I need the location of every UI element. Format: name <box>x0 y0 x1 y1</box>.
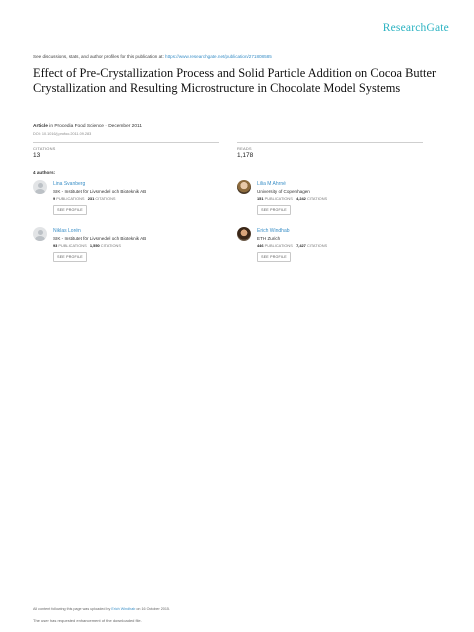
author-card <box>33 227 233 272</box>
divider <box>237 142 423 143</box>
author-card <box>33 180 233 225</box>
author-card <box>237 180 437 225</box>
upload-note: All content following this page was uploaded by Erich Windhab on 16 October 2015. <box>33 607 170 611</box>
article-meta <box>33 124 142 129</box>
author-institution: ETH Zurich <box>257 235 281 241</box>
author-name[interactable]: Niklas Lorén <box>53 228 81 234</box>
journal-info[interactable]: Procedia Food Science · December 2011 <box>54 124 142 129</box>
author-stats: 9 PUBLICATIONS 231 CITATIONS <box>53 196 116 201</box>
meta-in: in <box>49 124 54 129</box>
authors-heading: 4 authors: <box>33 170 56 175</box>
avatar-placeholder-icon[interactable] <box>33 227 47 241</box>
divider <box>33 142 219 143</box>
author-stats: 446 PUBLICATIONS 7,427 CITATIONS <box>257 243 328 248</box>
author-institution: SIK - Institutet för Livsmedel och Bioteknik AB <box>53 235 147 241</box>
see-profile-button[interactable]: SEE PROFILE <box>53 205 87 215</box>
reads-count: 1,178 <box>237 152 254 159</box>
doi: DOI: 10.1016/j.profoo.2011.09.283 <box>33 132 92 136</box>
citations-count: 13 <box>33 152 41 159</box>
researchgate-logo[interactable]: ResearchGate <box>382 22 449 34</box>
author-stats: 151 PUBLICATIONS 4,242 CITATIONS <box>257 196 328 201</box>
top-note <box>33 54 453 59</box>
uploader-link[interactable]: Erich Windhab <box>111 607 136 611</box>
reads-label: READS <box>237 146 252 151</box>
author-photo[interactable] <box>237 227 251 241</box>
author-stats: 93 PUBLICATIONS 1,550 CITATIONS <box>53 243 121 248</box>
publication-link[interactable]: https://www.researchgate.net/publication/271808585 <box>165 54 272 59</box>
author-name[interactable]: Erich Windhab <box>257 228 290 234</box>
author-institution: University of Copenhagen <box>257 188 310 194</box>
see-profile-button[interactable]: SEE PROFILE <box>257 205 291 215</box>
author-name[interactable]: Lina Svanberg <box>53 181 86 187</box>
paper-title: Effect of Pre-Crystallization Process and Solid Particle Addition on Cocoa Butter Crystallization and Resulting Microstructure in Chocolate Model Systems <box>33 66 437 95</box>
author-institution: SIK - Institutet för Livsmedel och Bioteknik AB <box>53 188 147 194</box>
see-profile-button[interactable]: SEE PROFILE <box>53 252 87 262</box>
avatar-placeholder-icon[interactable] <box>33 180 47 194</box>
citations-label: CITATIONS <box>33 146 56 151</box>
author-name[interactable]: Lilia M Ahrné <box>257 181 286 187</box>
top-note-text: See discussions, stats, and author profiles for this publication at: <box>33 54 164 59</box>
see-profile-button[interactable]: SEE PROFILE <box>257 252 291 262</box>
author-card <box>237 227 437 272</box>
enhancement-note: The user has requested enhancement of the downloaded file. <box>33 618 142 623</box>
article-type: Article <box>33 124 48 129</box>
author-photo[interactable] <box>237 180 251 194</box>
